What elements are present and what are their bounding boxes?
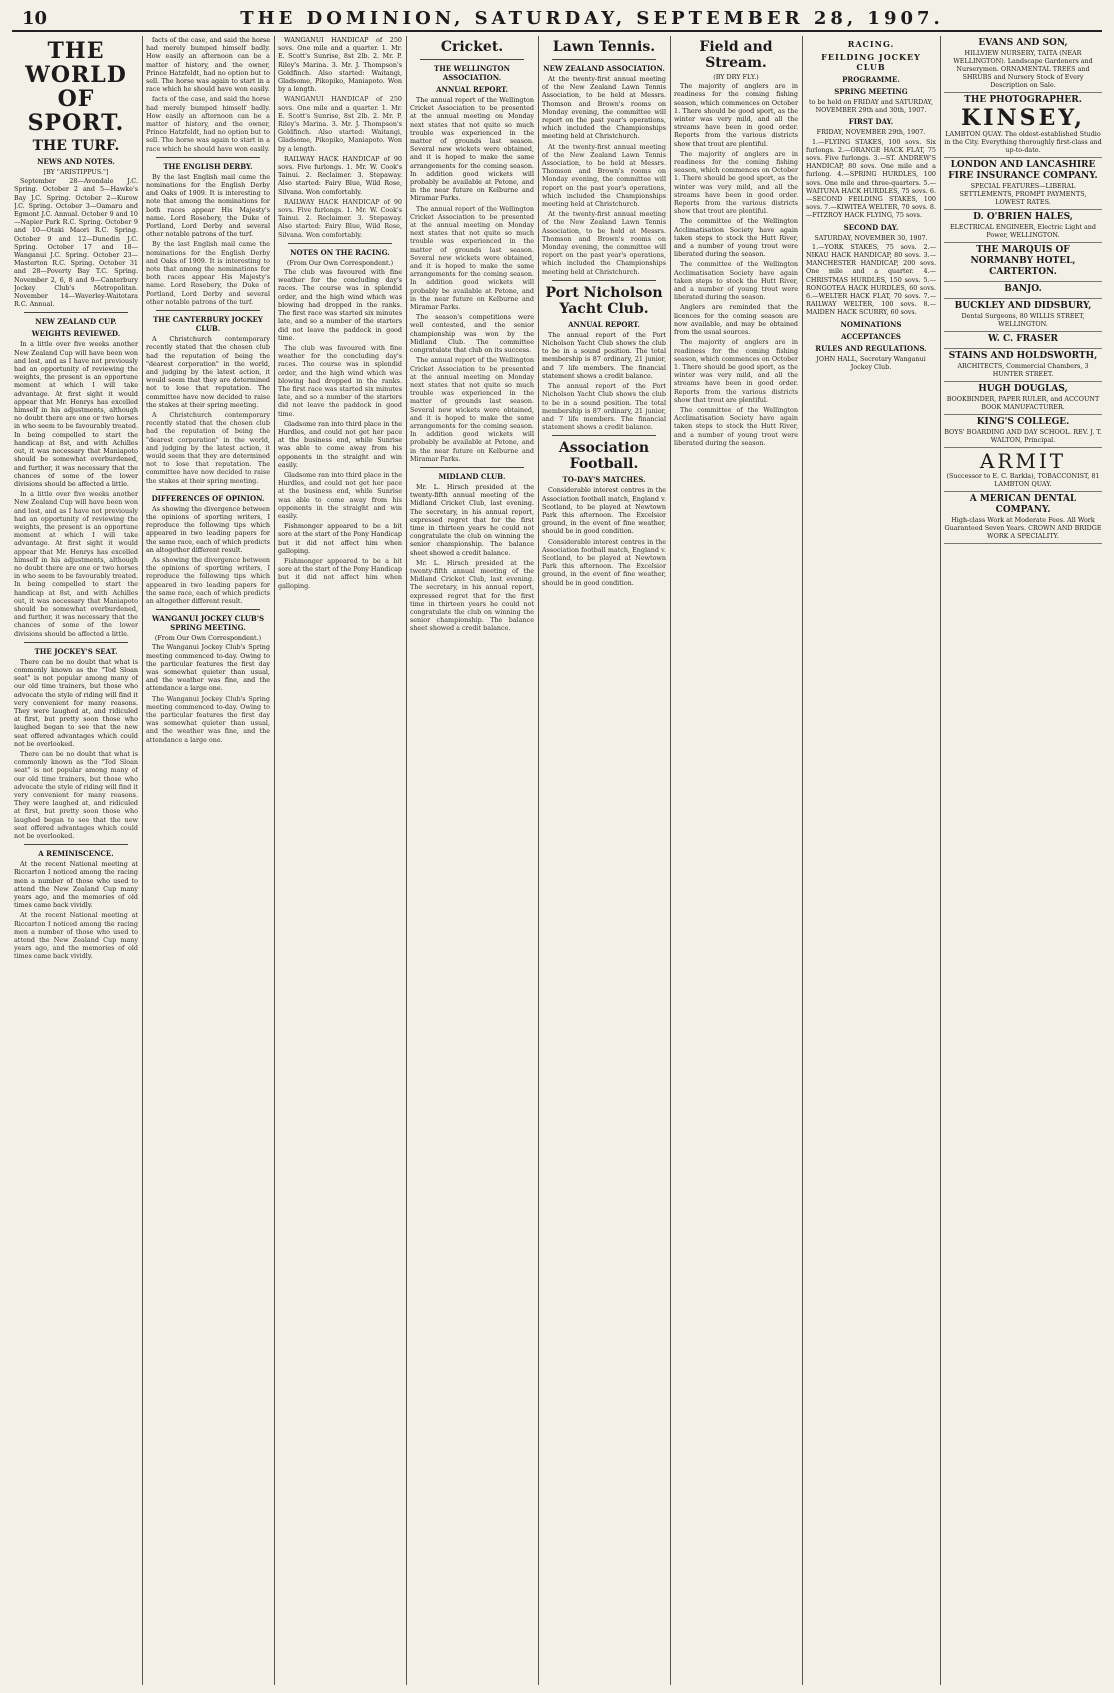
masthead-title: THE DOMINION, SATURDAY, SEPTEMBER 28, 1907. — [240, 7, 944, 29]
ad-title: A MERICAN DENTAL COMPANY. — [969, 494, 1077, 515]
heading-programme: PROGRAMME. — [842, 75, 900, 84]
ad-body: HILLVIEW NURSERY, TAITA (NEAR WELLINGTON). Landscape Gardeners and Nurserymen. ORNAMENTAL TREES and SHRUBS and Nursery Stock of Every Description on Sale. — [953, 49, 1093, 89]
heading-nz-cup: NEW ZEALAND CUP. — [35, 317, 117, 327]
article-paragraph: A Christchurch contemporary recently stated that the chosen club had the reputation of being the "dearest corporation" in the world, and judging by the latest action, it would seem that they are determined not to lose that reputation. The committee have now decided to raise the stakes at their spring meeting. — [146, 410, 270, 485]
race-result: WANGANUI HANDICAP of 250 sovs. One mile and a quarter. 1. Mr. E. Scott's Sunrise, 8st 2lb. 2. Mr. P. Riley's Marina. 3. Mr. J. Thompson's Goldfinch. Also started: Waitangi, Gladsome, Pikopiko, Maniapoto. Won by a length. — [278, 95, 402, 153]
column-4 — [410, 36, 534, 1685]
article-paragraph: Fishmonger appeared to be a bit sore at the start of the Pony Handicap but it did not affect him when galloping. — [278, 522, 402, 555]
correspondent-line: (From Our Own Correspondent.) — [154, 634, 262, 643]
ad-title: W. C. FRASER — [988, 334, 1058, 344]
article-paragraph: The annual report of the Wellington Cricket Association to be presented at the annual meeting on Monday next states that not quite so much trouble was experienced in the matter of grounds last season. Several new wickets were obtained, and it is hoped to make the same arrangements for the coming season. In addition good wickets will probably be available at Petone, and in the near future on Kelburne and Miramar Parks. — [410, 356, 534, 463]
ad-obrien-hales — [944, 210, 1102, 243]
ad-title: LONDON AND LANCASHIRE FIRE INSURANCE COMPANY. — [948, 160, 1098, 181]
ad-body: Dental Surgeons, 80 WILLIS STREET, WELLINGTON. — [961, 312, 1085, 328]
heading-english-derby: THE ENGLISH DERBY. — [163, 161, 253, 171]
heading-second-day: SECOND DAY. — [843, 222, 899, 232]
column-8-advertisements — [944, 36, 1102, 1685]
column-rule — [802, 36, 803, 1685]
article-paragraph: The annual report of the Wellington Cricket Association to be presented at the annual meeting on Monday next states that not quite so much trouble was experienced in the matter of grounds last season. Several new wickets were obtained, and it is hoped to make the same arrangements for the coming season. In addition good wickets will probably be available at Petone, and in the near future on Kelburne and Miramar Parks. — [410, 96, 534, 203]
article-paragraph: Mr. L. Hirsch presided at the twenty-fifth annual meeting of the Midland Cricket Club, last evening. The secretary, in his annual report, expressed regret that for the first time in thirteen years he could not congratulate the club on winning the senior championship. The balance sheet showed a credit balance. — [410, 558, 534, 633]
ad-kings-college — [944, 415, 1102, 448]
article-paragraph: The committee of the Wellington Acclimatisation Society have again taken steps to stock the Hutt River, and a number of young trout were liberated during the season. — [674, 260, 798, 302]
divider — [420, 59, 524, 60]
column-5 — [542, 36, 666, 1685]
article-paragraph: At the twenty-first annual meeting of the New Zealand Lawn Tennis Association, to be held at Messrs. Thomson and Brown's rooms on Monday evening, the committee will report on the past year's operations, which included the Championships meeting held at Christchurch. — [542, 210, 666, 276]
ad-title: THE PHOTOGRAPHER. — [964, 95, 1082, 105]
heading-midland-club: MIDLAND CLUB. — [438, 471, 506, 481]
byline: (BY DRY FLY.) — [713, 73, 759, 81]
race-result: WANGANUI HANDICAP of 250 sovs. One mile and a quarter. 1. Mr. E. Scott's Sunrise, 8st 2lb. 2. Mr. P. Riley's Marina. 3. Mr. J. Thompson's Goldfinch. Also started: Waitangi, Gladsome, Pikopiko, Maniapoto. Won by a length. — [278, 36, 402, 94]
heading-nz-association: NEW ZEALAND ASSOCIATION. — [543, 64, 665, 73]
divider — [552, 59, 656, 60]
article-paragraph: The Wanganui Jockey Club's Spring meeting commenced to-day. Owing to the particular features the first day was somewhat quieter than usual, and the weather was fine, and the attendance a large one. — [146, 694, 270, 744]
heading-wanganui-jc: WANGANUI JOCKEY CLUB'S SPRING MEETING. — [151, 614, 265, 633]
ad-body: (Successor to E. C. Barkla), TOBACCONIST, 81 LAMBTON QUAY. — [946, 472, 1100, 488]
heading-annual-report: ANNUAL REPORT. — [568, 319, 640, 329]
heading-todays-matches: TO-DAY'S MATCHES. — [562, 475, 646, 485]
ad-stains-holdsworth — [944, 349, 1102, 382]
ad-banjo — [944, 282, 1102, 299]
article-paragraph: facts of the case, and said the horse had merely bumped himself badly. How easily an afternoon can be a matter of history, and the owner, Prince Hatzfeldt, had no option but to sell. The horse was again to start in a race which he should have won easily. — [146, 95, 270, 153]
ad-title: D. O'BRIEN HALES, — [973, 212, 1073, 222]
heading-differences: DIFFERENCES OF OPINION. — [151, 493, 265, 503]
section-title-field-and-stream: Field and Stream. — [699, 39, 773, 71]
ad-hugh-douglas — [944, 382, 1102, 415]
article-paragraph: By the last English mail came the nominations for the English Derby and Oaks of 1909. It is interesting to note that among the nominations for both races appear His Majesty's name. Lord Rosebery, the Duke of Portland, Lord Derby and several other notable patrons of the turf. — [146, 172, 270, 239]
ad-title: HUGH DOUGLAS, — [978, 384, 1068, 394]
article-paragraph: Anglers are reminded that the licences for the coming season are now available, and may be obtained from the usual sources. — [674, 303, 798, 337]
heading-notes-on-racing: NOTES ON THE RACING. — [290, 247, 390, 257]
article-paragraph: The club was favoured with fine weather for the concluding day's races. The course was in splendid order, and the high wind which was blowing had dropped in the ranks. The first race was started six minutes late, and so a number of the starters did not leave the paddock in good time. — [278, 343, 402, 418]
ad-normanby-hotel — [944, 243, 1102, 282]
page-number: 10 — [22, 7, 48, 29]
divider — [156, 157, 260, 158]
section-title-yacht-club: Port Nicholson Yacht Club. — [545, 284, 663, 317]
column-rule — [670, 36, 671, 1685]
article-paragraph: The club was favoured with fine weather for the concluding day's races. The course was in splendid order, and the high wind which was blowing had dropped in the ranks. The first race was started six minutes late, and so a number of the starters did not leave the paddock in good time. — [278, 268, 402, 342]
article-paragraph: The committee of the Wellington Acclimatisation Society have again taken steps to stock the Hutt River, and a number of young trout were liberated during the season. — [674, 405, 798, 447]
heading-weights-reviewed: WEIGHTS REVIEWED. — [31, 329, 121, 339]
ad-kinsey — [944, 93, 1102, 158]
article-paragraph: Mr. L. Hirsch presided at the twenty-fifth annual meeting of the Midland Cricket Club, last evening. The secretary, in his annual report, expressed regret that for the first time in thirteen years he could not congratulate the club on winning the senior championship. The balance sheet showed a credit balance. — [410, 482, 534, 557]
article-paragraph: In a little over five weeks another New Zealand Cup will have been won and lost, and as I have not previously had an opportunity of reviewing the weights, the present is an opportune moment at which I will take advantage. At first sight it would appear that Mr. Henrys has excelled himself in his adjustments, although no doubt there are one or two horses in who seem to be favourably treated. In being compelled to start the handicap at 8st, and with Achilles out, it was necessary that Maniapoto should be somewhat overburdened, and further, it was necessary that the chances of some of the lower divisions should be affected a little. — [14, 340, 138, 488]
article-paragraph: The annual report of the Port Nicholson Yacht Club shows the club to be in a sound position. The total membership is 87 ordinary, 21 junior, and 7 life members. The financial statement shows a credit balance. — [542, 330, 666, 380]
article-paragraph: There can be no doubt that what is commonly known as the "Tod Sloan seat" is not popular among many of our old time trainers, but those who advocate the style of riding will find it very convenient for many reasons. They were laughed at, and ridiculed at first, but pretty soon those who laughed began to see that the new seat offered advantages which could not be overlooked. — [14, 657, 138, 748]
divider — [420, 467, 524, 468]
article-paragraph: The annual report of the Wellington Cricket Association to be presented at the annual meeting on Monday next states that not quite so much trouble was experienced in the matter of grounds last season. Several new wickets were obtained, and it is hoped to make the same arrangements for the coming season. In addition good wickets will probably be available at Petone, and in the near future on Kelburne and Miramar Parks. — [410, 204, 534, 312]
article-paragraph: The committee of the Wellington Acclimatisation Society have again taken steps to stock the Hutt River, and a number of young trout were liberated during the season. — [674, 217, 798, 259]
heading-annual-report: ANNUAL REPORT. — [436, 85, 508, 94]
meeting-dates: to be held on FRIDAY and SATURDAY, NOVEMBER 29th and 30th, 1907. — [809, 98, 933, 115]
article-paragraph: Gladsome ran into third place in the Hurdles, and could not get her pace at the business end, while Sunrise was able to come away from his opponents in the straight and win easily. — [278, 419, 402, 469]
ad-american-dental — [944, 492, 1102, 544]
article-paragraph: At the recent National meeting at Riccarton I noticed among the racing men a number of those who used to attend the New Zealand Cup many years ago, and the memories of old times came back vividly. — [14, 911, 138, 961]
article-paragraph: Fishmonger appeared to be a bit sore at the start of the Pony Handicap but it did not affect him when galloping. — [278, 556, 402, 590]
ad-body: BOYS' BOARDING AND DAY SCHOOL. REV. J. T. WALTON, Principal. — [944, 428, 1102, 444]
events-list: 1.—FLYING STAKES, 100 sovs. Six furlongs. 2.—ORANGE HACK FLAT, 75 sovs. Five furlongs. 3.—ST. ANDREW'S HANDICAP, 80 sovs. One mile and a furlong. 4.—SPRING HURDLES, 100 sovs. One mile and three-quarters. 5.—WAITUNA HACK HURDLES, 75 sovs. 6.—SECOND FEILDING STAKES, 100 sovs. 7.—KIWITEA WELTER, 70 sovs. 8.—FITZROY HACK FLYING, 75 sovs. — [806, 137, 936, 220]
divider — [24, 642, 128, 643]
heading-first-day: FIRST DAY. — [848, 117, 894, 127]
ad-body: ARCHITECTS, Commercial Chambers, 3 HUNTER STREET. — [957, 362, 1089, 378]
divider — [156, 489, 260, 490]
divider — [156, 609, 260, 610]
article-paragraph: A Christchurch contemporary recently stated that the chosen club had the reputation of being the "dearest corporation" in the world, and judging by the latest action, it would seem that they are determined not to lose that reputation. The committee have now decided to raise the stakes at their spring meeting. — [146, 335, 270, 409]
second-day-date: SATURDAY, NOVEMBER 30, 1907. — [814, 233, 928, 242]
column-2 — [146, 36, 270, 1685]
column-7 — [806, 36, 936, 1685]
ad-title: STAINS AND HOLDSWORTH, — [948, 351, 1098, 361]
section-title-association-football: Association Football. — [558, 440, 650, 473]
race-result: RAILWAY HACK HANDICAP of 90 sovs. Five furlongs. 1. Mr. W. Cook's Tainui. 2. Reclaimer. 3. Stepaway. Also started: Fairy Blue, Wild Rose, Silvana. Won comfortably. — [278, 197, 402, 239]
ad-title: KING'S COLLEGE. — [976, 417, 1070, 427]
divider — [24, 312, 128, 313]
heading-the-turf: THE TURF. — [32, 138, 120, 154]
ad-body: BOOKBINDER, PAPER RULER, and ACCOUNT BOOK MANUFACTURER. — [946, 395, 1100, 411]
ad-body: LAMBTON QUAY. The oldest-established Studio in the City. Everything thoroughly first-class and up-to-date. — [944, 130, 1102, 154]
article-paragraph: facts of the case, and said the horse had merely bumped himself badly. How easily an afternoon can be a matter of history, and the owner, Prince Hatzfeldt, had no option but to sell. The horse was again to start in a race which he should have won easily. — [146, 36, 270, 94]
article-paragraph: As showing the divergence between the opinions of sporting writers, I reproduce the following tips which appeared in two leading papers for the same race, each of which predicts an altogether different result. — [146, 504, 270, 554]
section-title-lawn-tennis: Lawn Tennis. — [552, 39, 656, 55]
ad-fraser — [944, 332, 1102, 349]
column-rule — [406, 36, 407, 1685]
ad-body: SPECIAL FEATURES—LIBERAL SETTLEMENTS, PROMPT PAYMENTS, LOWEST RATES. — [959, 182, 1087, 206]
events-list: 1.—YORK STAKES, 75 sovs. 2.—NIKAU HACK HANDICAP, 80 sovs. 3.—MANCHESTER HANDICAP, 200 sovs. One mile and a quarter. 4.—CHRISTMAS HURDLES, 150 sovs. 5.—RONGOTEA HACK HURDLES, 60 sovs. 6.—WELTER HACK FLAT, 70 sovs. 7.—RAILWAY WELTER, 100 sovs. 8.—MAIDEN HACK SCURRY, 60 sovs. — [806, 242, 936, 317]
section-title-world-of-sport: THE WORLD OF SPORT. — [25, 38, 127, 136]
article-paragraph: At the recent National meeting at Riccarton I noticed among the racing men a number of those who used to attend the New Zealand Cup many years ago, and the memories of old times came back vividly. — [14, 860, 138, 910]
heading-acceptances: ACCEPTANCES — [841, 331, 901, 341]
heading-news-and-notes: NEWS AND NOTES. — [37, 157, 115, 166]
article-paragraph: The majority of anglers are in readiness for the coming fishing season, which commences on October 1. There should be good sport, as the winter was very mild, and all the streams have been in good order. Reports from the various districts show that trout are plentiful. — [674, 338, 798, 404]
column-3 — [278, 36, 402, 1685]
heading-reminiscence: A REMINISCENCE. — [38, 849, 114, 859]
article-paragraph: At the twenty-first annual meeting of the New Zealand Lawn Tennis Association, to be held at Messrs. Thomson and Brown's rooms on Monday evening, the committee will report on the past year's operations, which included the Championships meeting held at Christchurch. — [542, 75, 666, 141]
first-day-date: FRIDAY, NOVEMBER 29th, 1907. — [816, 128, 926, 137]
article-paragraph: The majority of anglers are in readiness for the coming fishing season, which commences on October 1. There should be good sport, as the winter was very mild, and all the streams have been in good order. Reports from the various districts show that trout are plentiful. — [674, 149, 798, 216]
fixtures-paragraph: September 28—Avondale J.C. Spring. October 2 and 5—Hawke's Bay J.C. Spring. October 2—Kurow J.C. Spring. October 3—Oamaru and Egmont J.C. Annual. October 9 and 10—Napier Park R.C. Spring. October 9 and 10—Otaki Maori R.C. Spring. October 9 and 12—Dunedin J.C. Spring. October 17 and 18—Wanganui J.C. Spring. October 23—Masterton R.C. Spring. October 31 and 28—Poverty Bay T.C. Spring. November 2, 6, 8 and 9—Canterbury Jockey Club's Metropolitan. November 14—Waverley-Waitotara R.C. Annual. — [14, 177, 138, 309]
article-paragraph: The majority of anglers are in readiness for the coming fishing season, which commences on October 1. There should be good sport, as the winter was very mild, and all the streams have been in good order. Reports from the various districts show that trout are plentiful. — [674, 82, 798, 148]
ad-title: BUCKLEY AND DIDSBURY, — [954, 301, 1092, 311]
ad-evans-and-son — [944, 36, 1102, 93]
article-paragraph: The annual report of the Port Nicholson Yacht Club shows the club to be in a sound position. The total membership is 87 ordinary, 21 junior, and 7 life members. The financial statement shows a credit balance. — [542, 382, 666, 432]
article-paragraph: As showing the divergence between the opinions of sporting writers, I reproduce the following tips which appeared in two leading papers for the same race, each of which predicts an altogether different result. — [146, 555, 270, 605]
heading-rules: RULES AND REGULATIONS. — [815, 343, 927, 353]
correspondent-line: (From Our Own Correspondent.) — [286, 258, 394, 267]
heading-racing: RACING. — [847, 39, 895, 49]
article-paragraph: The season's competitions were well contested, and the senior championship was won by the Midland Club. The committee congratulate that club on its success. — [410, 313, 534, 355]
heading-wellington-association: THE WELLINGTON ASSOCIATION. — [434, 64, 510, 82]
divider — [552, 280, 656, 281]
divider — [24, 844, 128, 845]
heading-jockeys-seat: THE JOCKEY'S SEAT. — [34, 646, 118, 656]
heading-spring-meeting: SPRING MEETING — [834, 87, 908, 96]
section-title-cricket: Cricket. — [440, 39, 504, 55]
heading-feilding-jockey-club: FEILDING JOCKEY CLUB — [821, 52, 921, 72]
divider — [156, 310, 260, 311]
column-6 — [674, 36, 798, 1685]
ad-kinsey-name: KINSEY, — [961, 105, 1085, 131]
ad-buckley-didsbury — [944, 299, 1102, 332]
ad-title: BANJO. — [1004, 284, 1042, 294]
article-paragraph: By the last English mail came the nominations for the English Derby and Oaks of 1909. It is interesting to note that among the nominations for both races appear His Majesty's name. Lord Rosebery, the Duke of Portland, Lord Derby and several other notable patrons of the turf. — [146, 240, 270, 306]
race-result: RAILWAY HACK HANDICAP of 90 sovs. Five furlongs. 1. Mr. W. Cook's Tainui. 2. Reclaimer. 3. Stepaway. Also started: Fairy Blue, Wild Rose, Silvana. Won comfortably. — [278, 154, 402, 196]
article-paragraph: There can be no doubt that what is commonly known as the "Tod Sloan seat" is not popular among many of our old time trainers, but those who advocate the style of riding will find it very convenient for many reasons. They were laughed at, and ridiculed at first, but pretty soon those who laughed began to see that the new seat offered advantages which could not be overlooked. — [14, 750, 138, 841]
ad-title: THE MARQUIS OF NORMANBY HOTEL, CARTERTON. — [970, 245, 1076, 277]
column-rule — [940, 36, 941, 1685]
byline: [BY "ARISTIPPUS."] — [43, 168, 109, 176]
ad-body: ELECTRICAL ENGINEER, Electric Light and Power, WELLINGTON. — [950, 223, 1096, 239]
heading-canterbury-jc: THE CANTERBURY JOCKEY CLUB. — [153, 315, 263, 334]
ad-armit — [944, 448, 1102, 492]
masthead — [12, 6, 1102, 32]
column-rule — [538, 36, 539, 1685]
column-rule — [274, 36, 275, 1685]
article-paragraph: The Wanganui Jockey Club's Spring meeting commenced to-day. Owing to the particular features the first day was somewhat quieter than usual, and the weather was fine, and the attendance a large one. — [146, 643, 270, 693]
divider — [288, 243, 392, 244]
ad-body: High-class Work at Moderate Fees. All Work Guaranteed Seven Years. CROWN AND BRIDGE WORK A SPECIALITY. — [944, 516, 1102, 540]
column-rule — [142, 36, 143, 1685]
article-paragraph: Gladsome ran into third place in the Hurdles, and could not get her pace at the business end, while Sunrise was able to come away from his opponents in the straight and win easily. — [278, 470, 402, 520]
column-1 — [14, 36, 138, 1685]
article-paragraph: In a little over five weeks another New Zealand Cup will have been won and lost, and as I have not previously had an opportunity of reviewing the weights, the present is an opportune moment at which I will take advantage. At first sight it would appear that Mr. Henrys has excelled himself in his adjustments, although no doubt there are one or two horses in who seem to be favourably treated. In being compelled to start the handicap at 8st, and with Achilles out, it was necessary that Maniapoto should be somewhat overburdened, and further, it was necessary that the chances of some of the lower divisions should be affected a little. — [14, 490, 138, 638]
ad-title: EVANS AND SON, — [978, 38, 1068, 48]
article-paragraph: At the twenty-first annual meeting of the New Zealand Lawn Tennis Association, to be held at Messrs. Thomson and Brown's rooms on Monday evening, the committee will report on the past year's operations, which included the Championships meeting held at Christchurch. — [542, 142, 666, 209]
secretary-signature: JOHN HALL, Secretary Wanganui Jockey Club. — [816, 354, 926, 371]
ad-armit-name: ARMIT — [979, 449, 1067, 473]
article-paragraph: Considerable interest centres in the Association football match, England v. Scotland, to be played at Newtown Park this afternoon. The Excelsior ground, in the event of fine weather, should be in good condition. — [542, 486, 666, 536]
ad-london-lancashire — [944, 158, 1102, 210]
article-paragraph: Considerable interest centres in the Association football match, England v. Scotland, to be played at Newtown Park this afternoon. The Excelsior ground, in the event of fine weather, should be in good condition. — [542, 537, 666, 587]
divider — [552, 435, 656, 436]
heading-nominations: NOMINATIONS — [840, 319, 902, 329]
